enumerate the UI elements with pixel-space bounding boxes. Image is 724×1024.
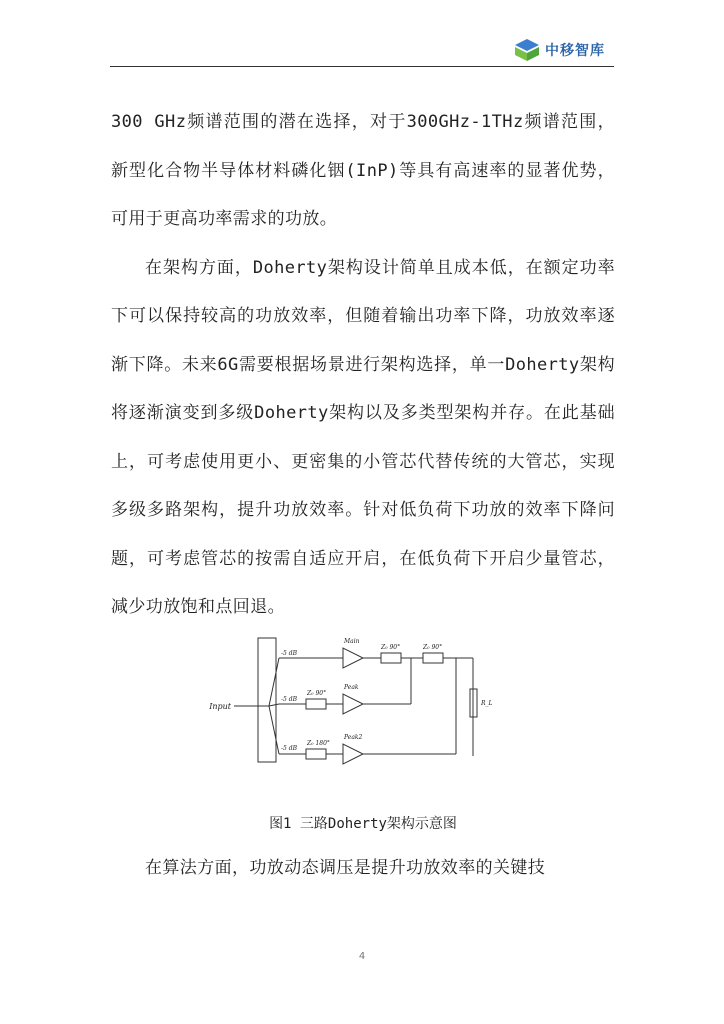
amp-main (343, 648, 363, 668)
split-line-2 (269, 704, 279, 706)
amp-peak-2 (343, 744, 363, 764)
tl-main-2 (423, 653, 443, 663)
paragraph: 在架构方面，Doherty架构设计简单且成本低，在额定功率下可以保持较高的功放效率，但随着输出功率下降，功放效率逐渐下降。未来6G需要根据场景进行架构选择，单一Doherty架构将逐渐演变到多级Doherty架构以及多类型架构并存。在此基础上，可考虑使用更小、更密集的小管芯代替传统的大管芯，实现多级多路架构，提升功放效率。针对低负荷下功放的效率下降问题，可考虑管芯的按需自适应开启，在低负荷下开启少量管芯，减少功放饱和点回退。 (111, 257, 615, 617)
tl-peak-2 (306, 749, 326, 759)
amp-peak-2-label: Peak2 (344, 733, 363, 741)
amp-main-label: Main (344, 637, 360, 645)
tl-main-1 (381, 653, 401, 663)
header-rule (110, 66, 614, 67)
amp-peak-1 (343, 694, 363, 714)
split-line-3 (269, 706, 279, 754)
tl-peak-1 (306, 699, 326, 709)
doherty-diagram (111, 636, 615, 812)
stacked-cube-icon (512, 38, 542, 62)
splitter-box (258, 638, 276, 762)
tl-main-1-label: Z₀ 90° (381, 643, 401, 651)
input-label: Input (209, 701, 231, 711)
split-label-2: -5 dB (281, 695, 298, 703)
paragraph: 在算法方面，功放动态调压是提升功放效率的关键技 (145, 857, 546, 878)
paragraph: 300 GHz频谱范围的潜在选择，对于300GHz-1THz频谱范围，新型化合物半导体材料磷化铟(InP)等具有高速率的显著优势，可用于更高功率需求的功放。 (111, 112, 615, 229)
page-number: 4 (358, 951, 366, 962)
split-label-3: -5 dB (281, 744, 298, 752)
tl-peak-2-label: Z₀ 180° (307, 739, 330, 747)
split-label-1: -5 dB (281, 649, 298, 657)
logo-text: 中移智库 (545, 43, 605, 59)
figure-caption: 图1 三路Doherty架构示意图 (269, 815, 457, 832)
split-line-1 (269, 658, 279, 706)
load-label: R_L (481, 699, 493, 707)
tl-main-2-label: Z₀ 90° (423, 643, 443, 651)
amp-peak-1-label: Peak (344, 683, 359, 691)
logo (512, 38, 605, 62)
tl-peak-1-label: Z₀ 90° (307, 689, 327, 697)
document-body (111, 98, 615, 892)
